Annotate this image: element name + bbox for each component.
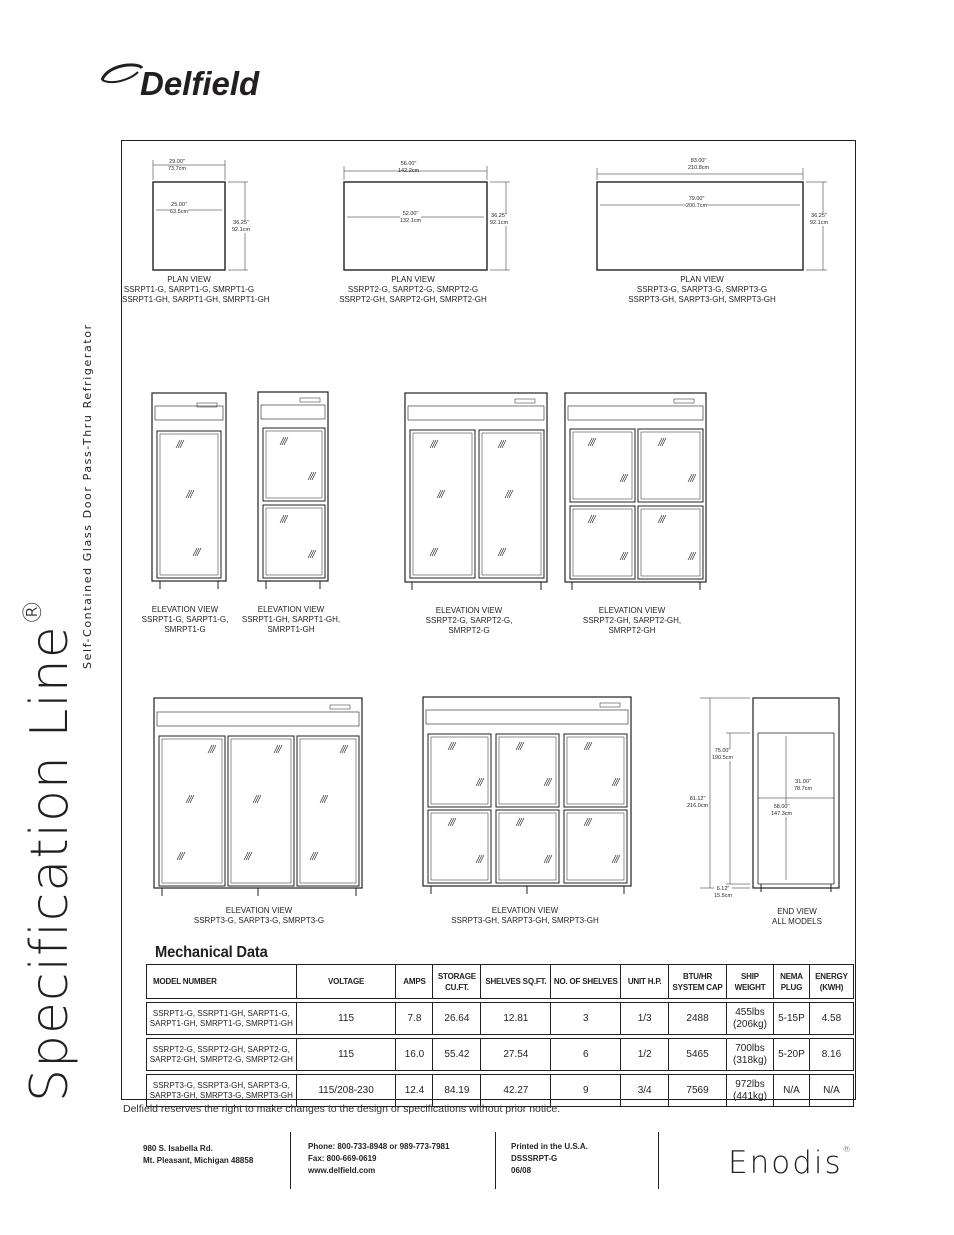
col-shelves-sqft: SHELVES SQ.FT.: [481, 965, 551, 999]
amps-cell: 16.0: [396, 1039, 433, 1071]
end-view: [700, 698, 839, 892]
energy-cell: 8.16: [809, 1039, 853, 1071]
footer-divider: [495, 1132, 496, 1189]
hp-cell: 1/3: [621, 1003, 669, 1035]
footer-divider: [658, 1132, 659, 1189]
table-header-row: [147, 965, 854, 999]
weight-cell: 700lbs (318kg): [727, 1039, 774, 1071]
registered-mark: ®: [18, 598, 48, 626]
plan3-outer-dim: 83.00" 210.8cm: [688, 158, 710, 171]
table-row: [147, 1075, 854, 1107]
elevation-1: [152, 393, 226, 589]
model-cell: SSRPT3-G, SSRPT3-GH, SARPT3-G, SARPT3-GH, SMRPT3-G, SMRPT3-GH: [147, 1075, 297, 1107]
energy-cell: N/A: [809, 1075, 853, 1107]
btu-cell: 5465: [669, 1039, 727, 1071]
voltage-cell: 115/208-230: [296, 1075, 396, 1107]
nema-cell: 5-15P: [773, 1003, 809, 1035]
elevation5-caption: ELEVATION VIEW SSRPT3-G, SARPT3-G, SMRPT3-G: [193, 906, 325, 925]
elevation1-caption: ELEVATION VIEW SSRPT1-G, SARPT1-G, SMRPT1-G: [141, 605, 229, 634]
storage-cell: 26.64: [433, 1003, 481, 1035]
btu-cell: 2488: [669, 1003, 727, 1035]
plan1-caption: PLAN VIEW SSRPT1-G, SARPT1-G, SMRPT1-G SSRPT1-GH, SARPT1-GH, SMRPT1-GH: [122, 275, 270, 304]
elevation4-caption: ELEVATION VIEW SSRPT2-GH, SARPT2-GH, SMRPT2-GH: [582, 606, 682, 635]
amps-cell: 7.8: [396, 1003, 433, 1035]
mechanical-data-title: Mechanical Data: [155, 944, 268, 961]
weight-cell: 972lbs (441kg): [727, 1075, 774, 1107]
col-unit-hp: UNIT H.P.: [621, 965, 669, 999]
footer-divider: [290, 1132, 291, 1189]
shelves-sqft-cell: 12.81: [481, 1003, 551, 1035]
plan2-inner-dim: 52.00" 132.1cm: [400, 211, 422, 224]
footer-print-info: Printed in the U.S.A. DSSSRPT-G 06/08: [511, 1142, 588, 1175]
energy-cell: 4.58: [809, 1003, 853, 1035]
plan3-inner-dim: 79.00" 200.7cm: [686, 196, 708, 209]
storage-cell: 84.19: [433, 1075, 481, 1107]
elevation3-caption: ELEVATION VIEW SSRPT2-G, SARPT2-G, SMRPT2-G: [425, 606, 513, 635]
end-height-inner-dim: 75.00" 190.5cm: [712, 748, 734, 761]
plan3-caption: PLAN VIEW SSRPT3-G, SARPT3-G, SMRPT3-G SSRPT3-GH, SARPT3-GH, SMRPT3-GH: [628, 275, 776, 304]
voltage-cell: 115: [296, 1003, 396, 1035]
model-cell: SSRPT1-G, SSRPT1-GH, SARPT1-G, SARPT1-GH, SMRPT1-G, SMRPT1-GH: [147, 1003, 297, 1035]
col-no-of-shelves: NO. OF SHELVES: [551, 965, 621, 999]
plan-view-3: [597, 168, 827, 270]
col-storage: STORAGE CU.FT.: [433, 965, 481, 999]
series-title-text: Specification Line: [20, 625, 80, 1102]
plan2-outer-dim: 56.00" 142.2cm: [398, 161, 420, 174]
col-btu: BTU/HR SYSTEM CAP: [669, 965, 727, 999]
elevation-4: [565, 393, 706, 590]
end-height-outer-dim: 81.12" 216.0cm: [687, 796, 709, 809]
shelves-cell: 6: [551, 1039, 621, 1071]
plan2-depth-dim: 36.25" 92.1cm: [490, 213, 509, 226]
btu-cell: 7569: [669, 1075, 727, 1107]
end-depth-dim: 31.00" 78.7cm: [794, 779, 813, 792]
end-door-height-dim: 58.00" 147.3cm: [771, 804, 793, 817]
footer-contact: Phone: 800-733-8948 or 989-773-7981 Fax: 800-669-0619 www.delfield.com: [308, 1142, 450, 1175]
weight-cell: 455lbs (206kg): [727, 1003, 774, 1035]
nema-cell: N/A: [773, 1075, 809, 1107]
shelves-sqft-cell: 27.54: [481, 1039, 551, 1071]
shelves-cell: 9: [551, 1075, 621, 1107]
plan3-depth-dim: 36.25" 92.1cm: [810, 213, 829, 226]
plan1-outer-dim: 29.00" 73.7cm: [168, 159, 187, 172]
model-cell: SSRPT2-G, SSRPT2-GH, SARPT2-G, SARPT2-GH, SMRPT2-G, SMRPT2-GH: [147, 1039, 297, 1071]
plan-view-2: [344, 166, 510, 270]
hp-cell: 3/4: [621, 1075, 669, 1107]
plan1-inner-dim: 25.00" 63.5cm: [170, 202, 189, 215]
col-amps: AMPS: [396, 965, 433, 999]
col-ship-weight: SHIP WEIGHT: [727, 965, 774, 999]
shelves-cell: 3: [551, 1003, 621, 1035]
plan2-caption: PLAN VIEW SSRPT2-G, SARPT2-G, SMRPT2-G SSRPT2-GH, SARPT2-GH, SMRPT2-GH: [339, 275, 487, 304]
end-view-caption: END VIEW ALL MODELS: [772, 907, 822, 926]
elevation-5: [154, 698, 362, 896]
storage-cell: 55.42: [433, 1039, 481, 1071]
col-energy: ENERGY (KWH): [809, 965, 853, 999]
disclaimer: Delfield reserves the right to make changes to the design or specifications without prior notice.: [123, 1103, 561, 1115]
plan-view-1: [153, 160, 251, 270]
elevation-2: [258, 392, 328, 589]
table-row: [147, 1003, 854, 1035]
website-link[interactable]: www.delfield.com: [308, 1166, 376, 1175]
amps-cell: 12.4: [396, 1075, 433, 1107]
elevation-3: [405, 393, 547, 590]
voltage-cell: 115: [296, 1039, 396, 1071]
shelves-sqft-cell: 42.27: [481, 1075, 551, 1107]
col-voltage: VOLTAGE: [296, 965, 396, 999]
product-subtitle: Self-Contained Glass Door Pass-Thru Refrigerator: [81, 323, 94, 669]
hp-cell: 1/2: [621, 1039, 669, 1071]
nema-cell: 5-20P: [773, 1039, 809, 1071]
elevation6-caption: ELEVATION VIEW SSRPT3-GH, SARPT3-GH, SMRPT3-GH: [451, 906, 599, 925]
end-leg-height-dim: 6.12" 15.5cm: [714, 886, 733, 899]
mechanical-data-table: [146, 964, 854, 1107]
table-row: [147, 1039, 854, 1071]
plan1-depth-dim: 36.25" 92.1cm: [232, 220, 251, 233]
elevation2-caption: ELEVATION VIEW SSRPT1-GH, SARPT1-GH, SMRPT1-GH: [241, 605, 341, 634]
footer-address: 980 S. Isabella Rd. Mt. Pleasant, Michigan 48858: [143, 1144, 254, 1165]
brand-name: Delfield: [140, 65, 260, 102]
col-model-number: MODEL NUMBER: [147, 965, 297, 999]
enodis-logo: Enodis®: [728, 1145, 853, 1181]
col-nema-plug: NEMA PLUG: [773, 965, 809, 999]
elevation-6: [423, 697, 631, 894]
